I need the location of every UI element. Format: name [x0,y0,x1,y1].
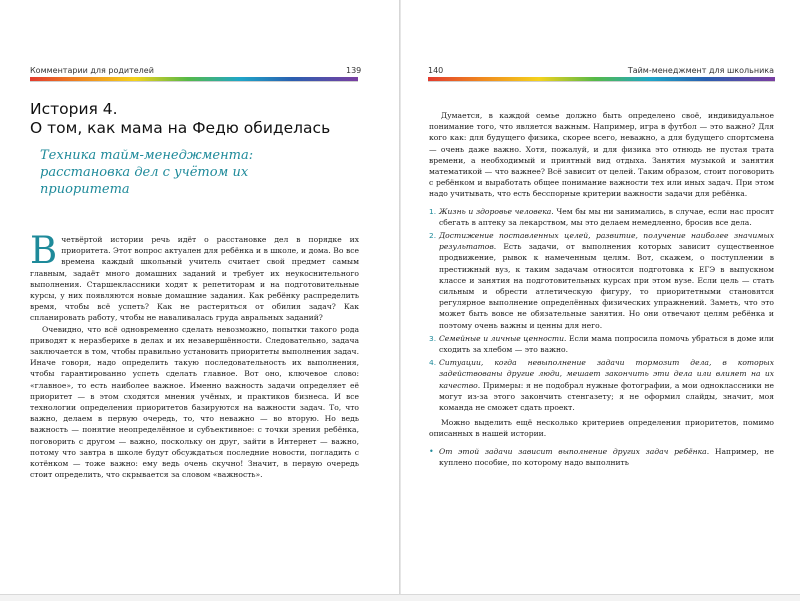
page-number-left: 139 [346,66,362,75]
list-item-lead: Жизнь и здоровье человека. [439,206,554,216]
list-item-text: Чем бы мы ни занимались, в случае, если нас просят сбегать в аптеку за лекарством, мы это делаем немедленно, бросив все дела. [439,206,775,227]
list-item-text: Если мама попросила помочь убраться в доме или сходить за хлебом — это важно. [439,333,774,355]
intro-paragraph: Думается, в каждой семье должно быть определено своё, индивидуальное понимание того, что является важным. Например, игра в футбол — это важно? Для кого как: для будущего физика, скорее всего, неважно, а для будущего спортсмена — очень даже важно. Хотя, пожалуй, и для физика это отнюдь не пустая трата времени, а необходимый и приятный вид отдыха. Занятия музыкой и занятия математикой — что важнее? Всё зависит от целей. Таким образом, стоит поговорить с ребёнком и выработать общее понимание важности тех или иных задач. При этом надо учитывать, что есть бесспорные критерии важности задачи для ребёнка. [429,111,774,199]
list-item-lead: Ситуации, когда невыполнение задачи тормозит дела, в которых задействованы другие люди, мешает закончить эти дела или влияет на их качество. [439,358,774,390]
extra-criteria-list [429,446,774,468]
list-item [429,333,774,355]
bullet-item-text: Например, не куплено пособие, по которому надо выполнить [439,446,774,467]
chapter-subtitle: Техника тайм-менеджмента: расстановка дел с учётом их приоритета [40,148,254,197]
bullet-item [429,446,774,468]
left-page [0,0,399,600]
list-item-number: 2. [429,231,437,241]
list-item-text: Есть задачи, от выполнения которых зависит существенное продвижение, рывок к намеченным целям. Вот, скажем, о поступлении в престижный вуз, к таким задачам относятся подготовка к ЕГЭ в выпускном классе и занятия на подготовительных курсах при этом вузе. Если цель — стать сильным и обрести атлетическую фигуру, то приоритетными становятся регулярное выполнение определённых физических упражнений. Заметь, что это может быть вовсе не обязательные занятия. Но они отвечают целям ребёнка и поэтому очень важны и ценны для него. [439,242,774,330]
list-item [429,357,774,413]
list-item-number: 3. [429,333,437,343]
chapter-heading-line2: О том, как мама на Федю обиделась [30,119,331,137]
list-item-number: 4. [429,358,437,368]
running-head-left: Комментарии для родителей [30,66,154,75]
list-item-lead: Достижение поставленных целей, развитие, получение наиболее значимых результатов. [439,231,774,252]
chapter-heading-line1: История 4. [30,100,118,118]
list-item-text: Примеры: я не подобрал нужные фотографии, а мои одноклассники не могут из-за этого закончить стенгазету; я не оформил слайды, значит, моя команда не сможет сдать проект. [439,380,774,413]
page-number-right: 140 [428,66,444,75]
paragraph-1-text: четвёртой истории речь идёт о расстановке дел в порядке их приоритета. Этот вопрос актуален для ребёнка и в школе, и дома. Во все времена каждый школьный учитель считает свой предмет самым главным, задаёт много домашних заданий и требует их неукоснительного выполнения. Старшеклассники ходят к репетиторам и на подготовительные курсы, у них появляются новые домашние задания. Как ребёнку распределить время, чтобы всё успеть? Как не растеряться от обилия задач? Как спланировать работу, чтобы не наваливалась груда авральных заданий? [30,235,359,323]
list-item-number: 1. [429,206,437,216]
list-item [429,206,774,228]
drop-cap: В [30,229,58,272]
right-page [401,0,800,600]
paragraph-1 [30,229,359,324]
rule-thin-left [30,81,358,82]
chapter-heading [30,100,360,138]
rule-thin-right [428,81,775,82]
after-list-paragraph: Можно выделить ещё несколько критериев определения приоритетов, помимо описанных в нашей истории. [429,418,774,439]
left-body-text [30,229,359,480]
criteria-list [429,206,774,414]
list-item [429,230,774,331]
bullet-item-lead: От этой задачи зависит выполнение других задач ребёнка. [439,446,710,456]
right-body-text [429,110,774,468]
bullet-icon: • [429,446,434,456]
list-item-lead: Семейные и личные ценности. [439,333,567,343]
paragraph-2: Очевидно, что всё одновременно сделать невозможно, попытки такого рода приводят к неразберихе в делах и их незавершённости. Следовательно, задача заключается в том, чтобы правильно установить приоритеты выполнения задач. Иначе говоря, надо определить такую последовательность их выполнения, чтобы гарантированно успеть сделать главное. Вот оно, ключевое слово: «главное», то есть наиболее важное. Именно важность задачи определяет её приоритет — в этом сходятся мнения учёных, и практиков бизнеса. И все технологии определения приоритетов базируются на важности задач. То, что важно, делаем в первую очередь, то, что неважно — во вторую. Но ведь важность — понятие неопределённое и субъективное: с точки зрения ребёнка, поговорить с другом — важно, поскольку он друг, зайти в Интернет — важно, потому что завтра в школе будут обсуждаться последние новости, погладить с котёнком — тоже важно: ему ведь очень скучно! Значит, в первую очередь стоит определить, что скрывается за словом «важность». [30,324,359,480]
running-head-right: Тайм-менеджмент для школьника [627,66,774,75]
